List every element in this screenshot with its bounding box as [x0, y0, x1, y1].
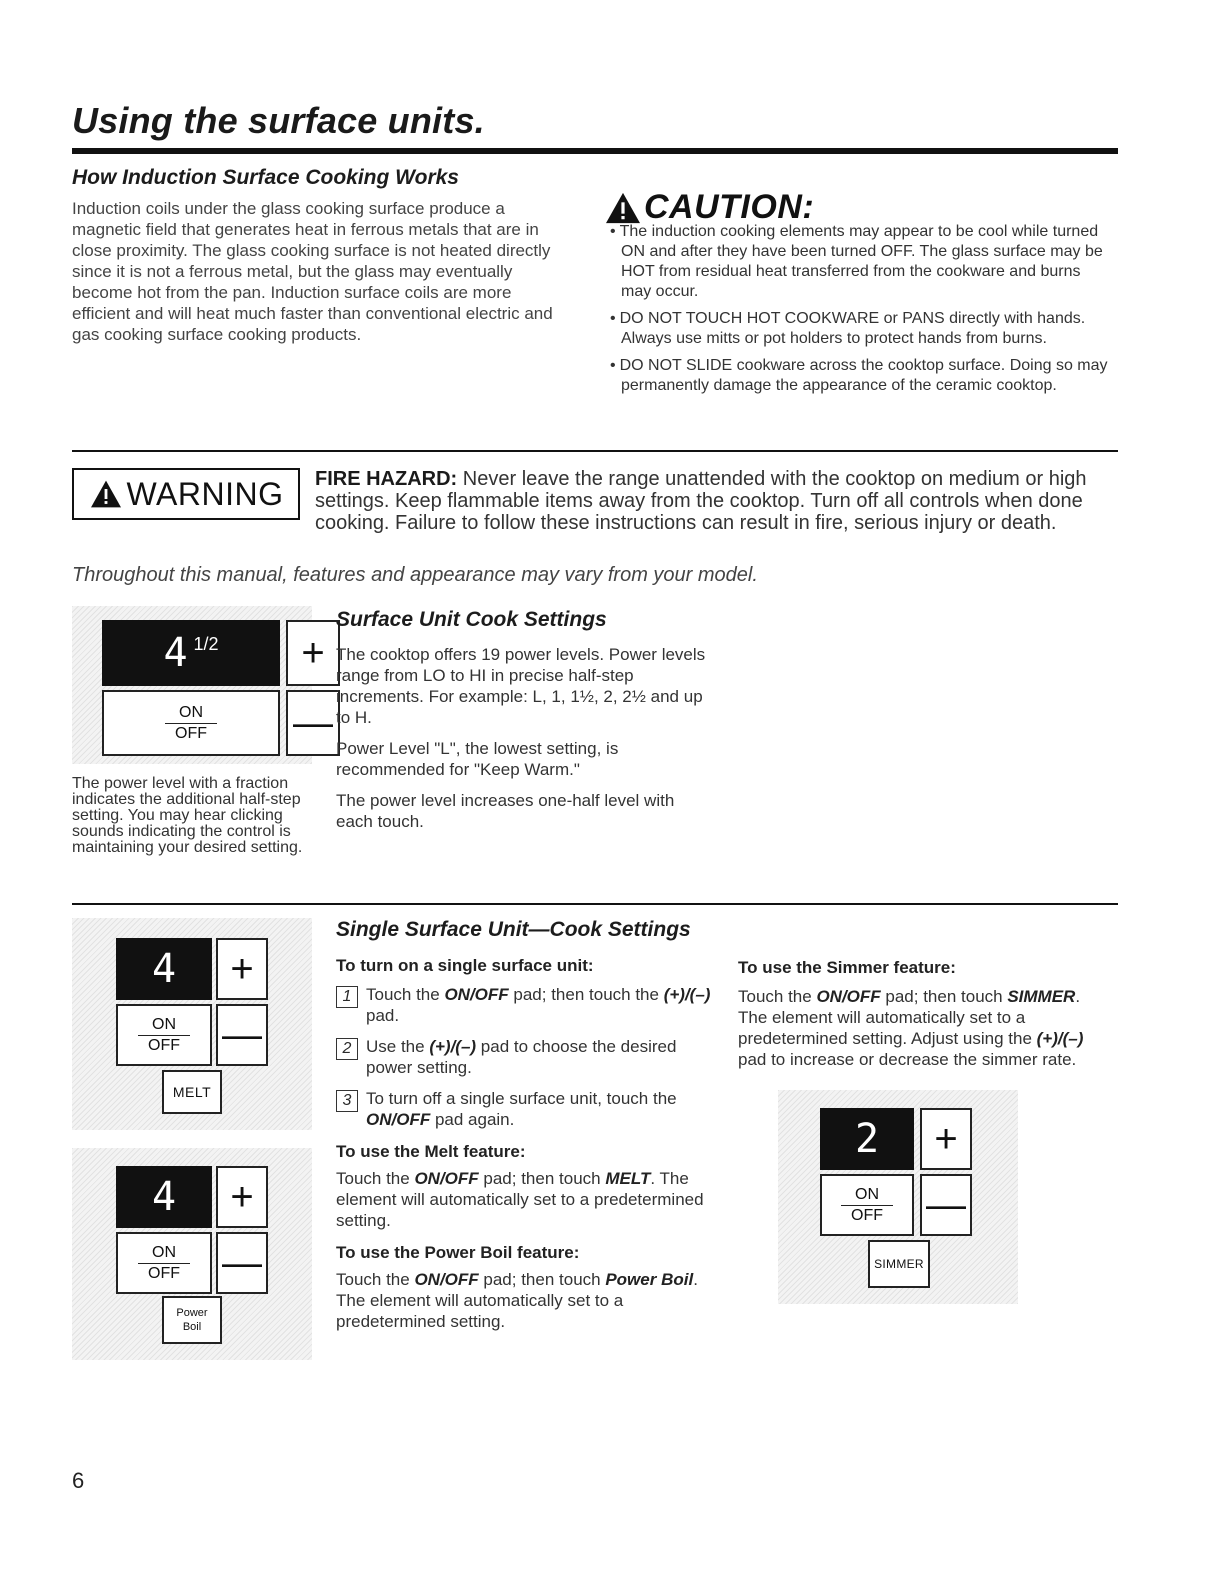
off-label: OFF	[175, 724, 207, 742]
power-display	[820, 1108, 914, 1170]
step-item	[336, 984, 711, 1026]
display-digit: 4	[163, 630, 188, 676]
plus-pad[interactable]: +	[216, 938, 268, 1000]
step-text: pad to choose the desired power setting.	[366, 1037, 677, 1077]
warning-text	[315, 468, 1115, 534]
step-number: 2	[336, 1038, 358, 1060]
display-digit: 4	[151, 946, 177, 992]
off-label: OFF	[148, 1036, 180, 1054]
step-emphasis: (+)/(–)	[429, 1037, 477, 1056]
power-boil-pad[interactable]	[162, 1296, 222, 1344]
step-number: 1	[336, 986, 358, 1008]
induction-body: Induction coils under the glass cooking surface produce a magnetic field that generates heat in ferrous metals that are in close proximity. The glass cooking surface is not heated directly since it is not a ferrous metal, but the glass may eventually become hot from the pan. Induction surface coils are more efficient and will heat much faster than conventional electric and gas cooking surface cooking products.	[72, 199, 553, 344]
power-boil-line2: Boil	[182, 1321, 202, 1333]
power-boil-line1: Power	[176, 1307, 208, 1319]
control-panel-power-boil	[72, 1148, 312, 1360]
caution-item: • DO NOT TOUCH HOT COOKWARE or PANS directly with hands. Always use mitts or pot holders to protect hands from burns.	[608, 309, 1113, 349]
melt-text: Touch the ON/OFF pad; then touch MELT. The element will automatically set to a predetermined setting.	[336, 1169, 704, 1230]
minus-pad[interactable]: —	[216, 1232, 268, 1294]
on-off-pad[interactable]	[102, 690, 280, 756]
warning-triangle-icon	[89, 479, 123, 509]
caution-label: CAUTION:	[644, 188, 815, 226]
caution-item: • DO NOT SLIDE cookware across the cooktop surface. Doing so may permanently damage the appearance of the ceramic cooktop.	[608, 356, 1113, 396]
single-unit-heading: Single Surface Unit—Cook Settings	[336, 918, 691, 941]
step-text: Use the	[366, 1037, 430, 1056]
cook-settings-section	[336, 608, 706, 842]
warning-label: WARNING	[126, 475, 284, 512]
caution-list	[608, 222, 1113, 403]
power-boil-heading: To use the Power Boil feature:	[336, 1243, 580, 1262]
step-emphasis: (+)/(–)	[663, 985, 711, 1004]
step-emphasis: ON/OFF	[444, 985, 509, 1004]
induction-heading: How Induction Surface Cooking Works	[72, 166, 459, 189]
step-number: 3	[336, 1090, 358, 1112]
off-label: OFF	[851, 1206, 883, 1224]
simmer-text: Touch the ON/OFF pad; then touch SIMMER. The element will automatically set to a predetermined setting. Adjust using the (+)/(–) pad to increase or decrease the simmer rate.	[738, 987, 1084, 1069]
step-text: To turn off a single surface unit, touch the	[366, 1089, 677, 1108]
cook-settings-paragraph: The power level increases one-half level with each touch.	[336, 791, 675, 831]
display-fraction: 1/2	[193, 633, 219, 654]
control-panel-simmer	[778, 1090, 1018, 1304]
on-off-pad[interactable]	[116, 1004, 212, 1066]
simmer-section	[738, 958, 1108, 1070]
display-digit: 2	[854, 1116, 880, 1162]
plus-pad[interactable]: +	[216, 1166, 268, 1228]
off-label: OFF	[148, 1264, 180, 1282]
cook-settings-paragraph: The cooktop offers 19 power levels. Power levels range from LO to HI in precise half-step increments. For example: L, 1, 1½, 2, 2½ and up to H.	[336, 645, 706, 727]
step-text: pad.	[366, 1006, 400, 1025]
plus-pad[interactable]: +	[286, 620, 340, 686]
page-title: Using the surface units.	[72, 100, 485, 141]
on-off-pad[interactable]	[820, 1174, 914, 1236]
display-digit: 4	[151, 1174, 177, 1220]
section-divider	[72, 450, 1118, 452]
step-text: Touch the	[366, 985, 445, 1004]
fraction-caption: The power level with a fraction indicates the additional half-step setting. You may hear clicking sounds indicating the control is maintaining your desired setting.	[72, 775, 303, 856]
on-label: ON	[165, 704, 217, 724]
step-item	[336, 1088, 711, 1130]
minus-pad[interactable]: —	[920, 1174, 972, 1236]
page-number: 6	[72, 1468, 85, 1493]
warning-triangle-icon	[604, 191, 642, 225]
on-off-pad[interactable]	[116, 1232, 212, 1294]
minus-pad[interactable]: —	[286, 690, 340, 756]
turn-on-heading: To turn on a single surface unit:	[336, 956, 594, 975]
cook-settings-paragraph: Power Level "L", the lowest setting, is recommended for "Keep Warm."	[336, 739, 619, 779]
melt-heading: To use the Melt feature:	[336, 1142, 526, 1161]
warning-lead: FIRE HAZARD:	[315, 468, 458, 490]
minus-pad[interactable]: —	[216, 1004, 268, 1066]
plus-pad[interactable]: +	[920, 1108, 972, 1170]
step-emphasis: ON/OFF	[366, 1110, 431, 1129]
control-panel-fraction	[72, 606, 333, 764]
power-boil-text: Touch the ON/OFF pad; then touch Power Boil. The element will automatically set to a predetermined setting.	[336, 1270, 698, 1331]
section-divider	[72, 903, 1118, 905]
single-unit-section	[336, 918, 711, 1332]
warning-body: Never leave the range unattended with the cooktop on medium or high settings. Keep flammable items away from the cooktop. Turn off all controls when done cooking. Failure to follow these instructions can result in fire, serious injury or death.	[315, 468, 1087, 534]
cook-settings-heading: Surface Unit Cook Settings	[336, 608, 607, 631]
model-note: Throughout this manual, features and appearance may vary from your model.	[72, 564, 758, 586]
simmer-pad[interactable]: SIMMER	[868, 1240, 930, 1288]
step-text: pad again.	[430, 1110, 515, 1129]
control-panel-melt	[72, 918, 312, 1130]
step-text: pad; then touch the	[508, 985, 664, 1004]
induction-section	[72, 166, 572, 345]
on-label: ON	[138, 1016, 190, 1036]
on-label: ON	[138, 1244, 190, 1264]
on-label: ON	[841, 1186, 893, 1206]
simmer-heading: To use the Simmer feature:	[738, 958, 956, 977]
caution-item: • The induction cooking elements may appear to be cool while turned ON and after they have been turned OFF. The glass surface may be HOT from residual heat transferred from the cookware and burns may occur.	[608, 222, 1113, 302]
power-display	[102, 620, 280, 686]
power-display	[116, 938, 212, 1000]
melt-pad[interactable]: MELT	[162, 1070, 222, 1114]
warning-box	[72, 468, 300, 520]
step-item	[336, 1036, 711, 1078]
title-rule	[72, 148, 1118, 154]
power-display	[116, 1166, 212, 1228]
